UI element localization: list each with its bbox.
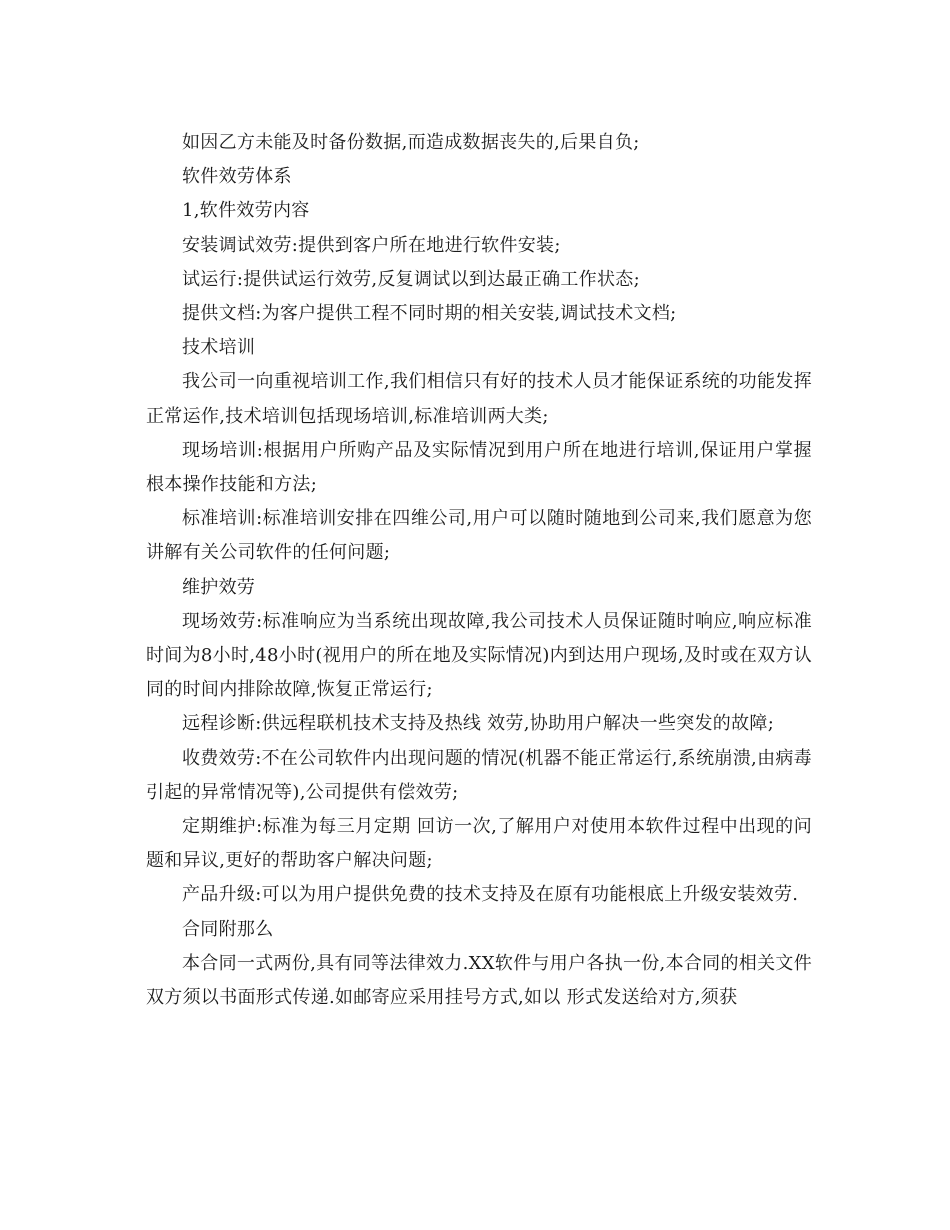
paragraph-backup-liability: 如因乙方未能及时备份数据,而造成数据丧失的,后果自负; [182,132,640,153]
heading-maintenance-service: 维护效劳 [182,576,256,598]
paragraph-product-upgrade: 产品升级:可以为用户提供免费的技术支持及在原有功能根底上升级安装效劳. [182,884,799,906]
paragraph-trial-run: 试运行:提供试运行效劳,反复调试以到达最正确工作状态; [182,268,640,290]
paragraph-standard-training: 标准培训:标准培训安排在四维公司,用户可以随时随地到公司来,我们愿意为您讲解有关公司软件的任何问题; [146,508,812,564]
paragraph-training-overview: 我公司一向重视培训工作,我们相信只有好的技术人员才能保证系统的功能发挥正常运作,技术培训包括现场培训,标准培训两大类; [146,371,812,427]
heading-software-service-system: 软件效劳体系 [182,166,292,188]
paragraph-onsite-service: 现场效劳:标准响应为当系统出现故障,我公司技术人员保证随时响应,响应标准时间为8小时,48小时(视用户的所在地及实际情况)内到达用户现场,及时或在双方认同的时间内排除故障,恢复正常运行; [146,610,812,701]
paragraph-paid-service: 收费效劳:不在公司软件内出现问题的情况(机器不能正常运行,系统崩溃,由病毒引起的异常情况等),公司提供有偿效劳; [146,747,812,803]
paragraph-documentation: 提供文档:为客户提供工程不同时期的相关安装,调试技术文档; [182,303,677,325]
paragraph-remote-diagnosis: 远程诊断:供远程联机技术支持及热线 效劳,协助用户解决一些突发的故障; [182,713,775,735]
paragraph-onsite-training: 现场培训:根据用户所购产品及实际情况到用户所在地进行培训,保证用户掌握根本操作技能和方法; [146,439,812,496]
document-body [146,126,812,1015]
paragraph-contract-copies: 本合同一式两份,具有同等法律效力.XX软件与用户各执一份,本合同的相关文件双方须以书面形式传递.如邮寄应采用挂号方式,如以 形式发送给对方,须获 [146,952,812,1009]
heading-technical-training: 技术培训 [182,337,256,359]
heading-software-service-content: 1,软件效劳内容 [182,200,310,222]
paragraph-installation-service: 安装调试效劳:提供到客户所在地进行软件安装; [182,234,561,256]
paragraph-periodic-maintenance: 定期维护:标准为每三月定期 回访一次,了解用户对使用本软件过程中出现的问题和异议,更好的帮助客户解决问题; [146,816,812,872]
heading-contract-appendix: 合同附那么 [182,918,274,940]
